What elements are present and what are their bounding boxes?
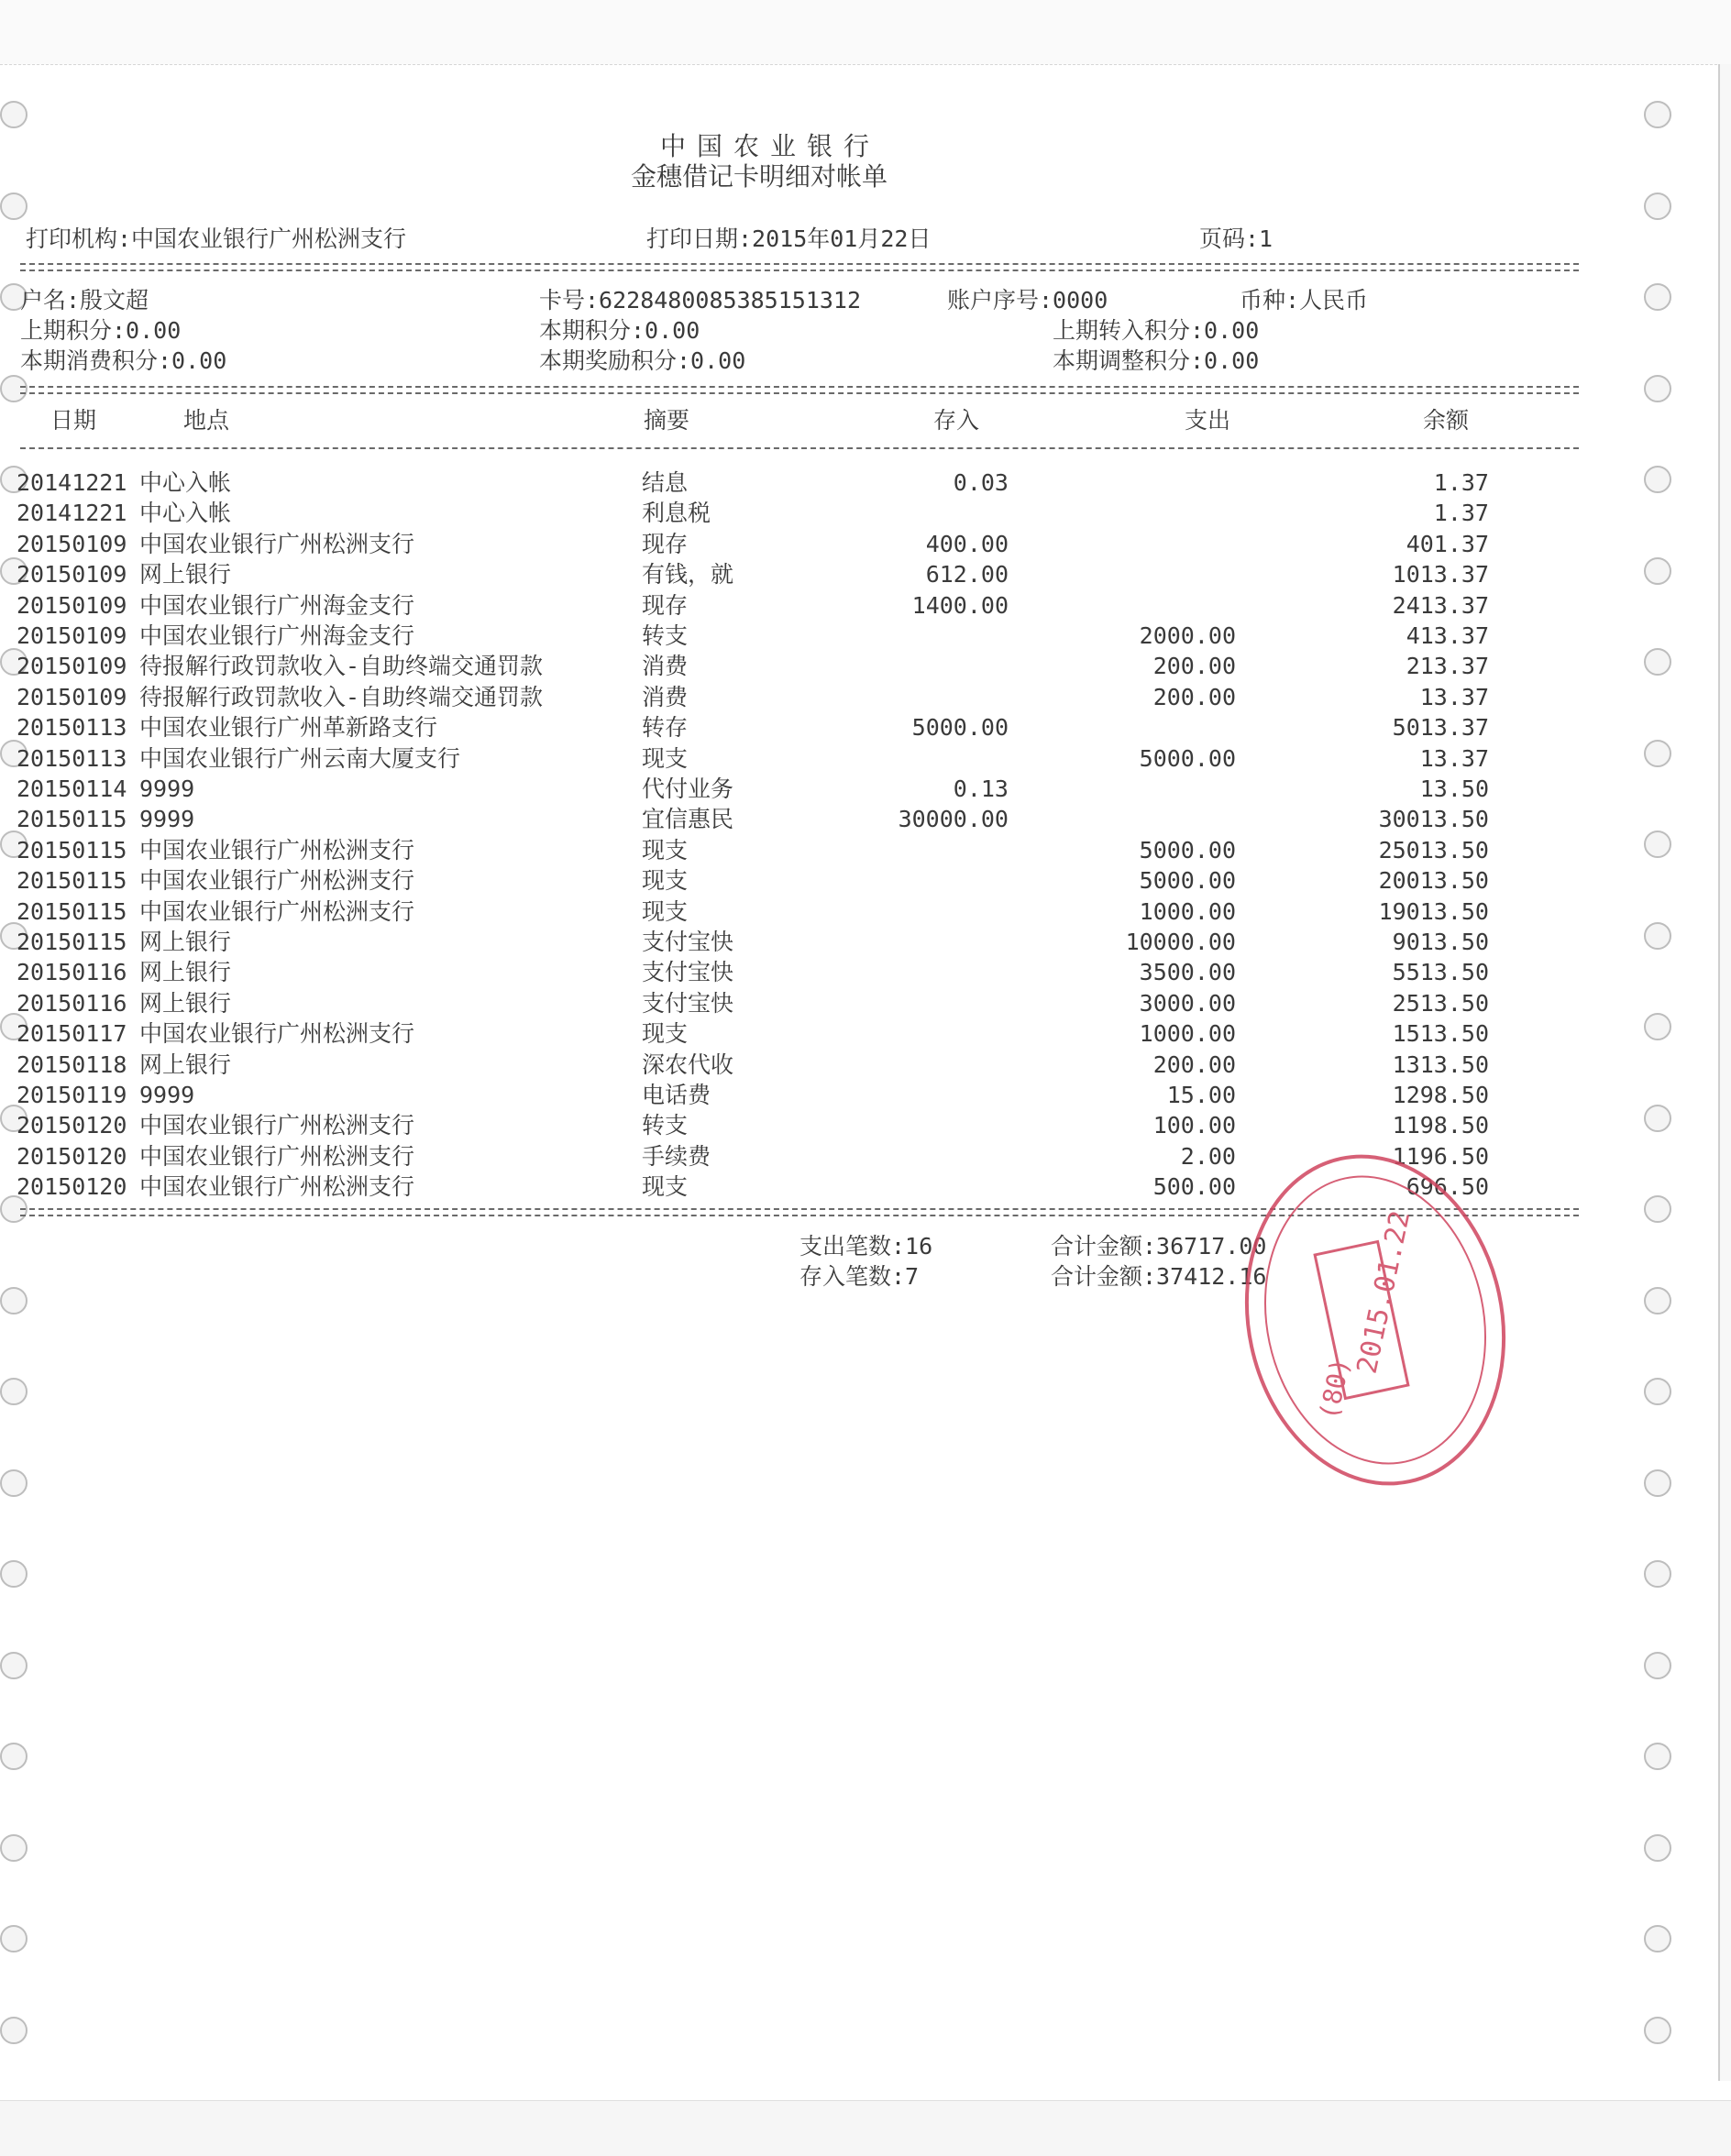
tx-summary: 现存 [642,591,689,619]
table-row [0,988,1595,1018]
tx-date: 20150115 [17,929,127,955]
tractor-hole [1644,830,1671,858]
tractor-hole [1644,1287,1671,1314]
tx-balance: 213.37 [1406,653,1489,680]
tractor-hole [1644,2017,1671,2044]
tractor-hole [0,1652,28,1679]
table-row [0,835,1595,865]
tractor-hole [1644,466,1671,493]
tx-balance: 1013.37 [1392,561,1489,588]
table-row [0,774,1595,804]
tx-summary: 现支 [642,1173,689,1201]
tractor-hole [0,1834,28,1862]
tx-withdraw: 200.00 [1152,683,1236,710]
tx-summary: 现支 [642,836,689,864]
table-row [0,529,1595,559]
tx-summary: 消费 [642,683,689,710]
tx-date: 20150109 [17,683,127,710]
tx-withdraw: 5000.00 [1139,836,1236,864]
tx-date: 20150119 [17,1082,127,1108]
tx-deposit: 0.13 [953,776,1009,802]
tx-date: 20141221 [17,469,127,496]
tx-date: 20150109 [17,591,127,619]
tx-place: 中国农业银行广州松洲支行 [139,1142,415,1170]
tractor-hole [0,2017,28,2044]
tractor-hole [1644,1378,1671,1405]
tx-date: 20150115 [17,836,127,864]
tx-date: 20150109 [17,530,127,557]
tx-summary: 转支 [642,622,689,649]
table-row [0,712,1595,742]
tx-balance: 401.37 [1406,530,1489,557]
tx-place: 9999 [139,1082,195,1108]
column-balance: 余额 [1423,407,1470,434]
print-org: 打印机构:中国农业银行广州松洲支行 [26,226,407,252]
tx-summary: 支付宝快 [642,929,734,955]
tx-balance: 1298.50 [1392,1082,1489,1108]
tx-place: 网上银行 [139,561,232,588]
table-row [0,957,1595,987]
tx-place: 中国农业银行广州革新路支行 [139,714,438,742]
tx-balance: 19013.50 [1378,897,1489,925]
tx-withdraw: 1000.00 [1139,1020,1236,1048]
tx-place: 待报解行政罚款收入-自助终端交通罚款 [139,683,544,710]
table-row [0,1050,1595,1080]
tractor-hole [0,101,28,128]
tx-summary: 现支 [642,897,689,925]
tx-withdraw: 10000.00 [1125,929,1236,955]
tx-place: 中国农业银行广州松洲支行 [139,1020,415,1048]
tractor-hole [0,192,28,220]
tx-withdraw: 100.00 [1152,1112,1236,1139]
column-place: 地点 [183,407,230,434]
tx-withdraw: 2.00 [1180,1142,1236,1170]
tx-deposit: 5000.00 [911,714,1009,742]
tx-summary: 现支 [642,744,689,772]
tx-place: 中国农业银行广州松洲支行 [139,897,415,925]
column-deposit: 存入 [933,407,980,434]
reward-points: 本期奖励积分:0.00 [539,347,746,374]
tractor-hole [1644,192,1671,220]
table-row [0,1110,1595,1140]
double-divider [20,263,1579,271]
tx-deposit: 30000.00 [898,806,1009,833]
paper-bottom-edge [0,2100,1731,2156]
tx-date: 20150116 [17,989,127,1017]
tx-place: 中国农业银行广州松洲支行 [139,836,415,864]
table-row [0,468,1595,498]
tx-summary: 利息税 [642,500,711,527]
tx-place: 9999 [139,776,195,802]
tx-place: 待报解行政罚款收入-自助终端交通罚款 [139,653,544,680]
tx-balance: 5513.50 [1392,959,1489,986]
tx-deposit: 612.00 [925,561,1009,588]
tx-summary: 结息 [642,469,689,496]
tx-summary: 宜信惠民 [642,806,734,833]
column-date: 日期 [50,407,97,434]
tx-balance: 25013.50 [1378,836,1489,864]
tx-balance: 13.37 [1419,683,1489,710]
tx-summary: 现存 [642,530,689,557]
prev-transfer-points: 上期转入积分:0.00 [1053,317,1260,344]
tx-balance: 696.50 [1406,1173,1489,1201]
tx-summary: 手续费 [642,1142,711,1170]
adjust-points: 本期调整积分:0.00 [1053,347,1260,374]
tx-balance: 1313.50 [1392,1050,1489,1078]
table-row [0,1018,1595,1049]
tractor-hole [1644,1560,1671,1588]
deposit-count: 存入笔数:7 [799,1263,920,1290]
seal-code: (80) [1313,1355,1356,1423]
tx-withdraw: 1000.00 [1139,897,1236,925]
tx-balance: 13.50 [1419,776,1489,802]
tractor-hole [0,1378,28,1405]
single-divider [20,447,1579,449]
tx-balance: 2413.37 [1392,591,1489,619]
tx-summary: 深农代收 [642,1050,734,1078]
tx-date: 20150117 [17,1020,127,1048]
account-sequence: 账户序号:0000 [947,287,1108,314]
withdraw-count: 支出笔数:16 [799,1233,933,1260]
table-row [0,651,1595,681]
table-row [0,804,1595,834]
tx-withdraw: 5000.00 [1139,867,1236,895]
tx-balance: 1.37 [1433,500,1489,527]
tx-balance: 30013.50 [1378,806,1489,833]
card-number: 卡号:6228480085385151312 [539,287,862,314]
tractor-hole [1644,1652,1671,1679]
tx-date: 20150113 [17,714,127,742]
tx-place: 中心入帐 [139,500,232,527]
tx-balance: 1513.50 [1392,1020,1489,1048]
tractor-hole [1644,283,1671,311]
tx-place: 9999 [139,806,195,833]
consume-points: 本期消费积分:0.00 [20,347,227,374]
column-withdraw: 支出 [1185,407,1231,434]
tx-date: 20150115 [17,867,127,895]
tx-withdraw: 15.00 [1166,1082,1236,1108]
tx-date: 20150109 [17,653,127,680]
tx-summary: 现支 [642,867,689,895]
table-row [0,743,1595,774]
tx-summary: 现支 [642,1020,689,1048]
tx-balance: 20013.50 [1378,867,1489,895]
perforated-top-strip [0,0,1731,65]
tx-place: 中国农业银行广州海金支行 [139,591,415,619]
tx-date: 20150120 [17,1173,127,1201]
tx-summary: 代付业务 [642,776,734,802]
tractor-hole [1644,101,1671,128]
tx-place: 网上银行 [139,1050,232,1078]
tractor-hole [0,1469,28,1497]
tx-date: 20150120 [17,1142,127,1170]
column-summary: 摘要 [644,407,690,434]
tractor-hole [0,1743,28,1770]
table-row [0,927,1595,957]
tx-deposit: 1400.00 [911,591,1009,619]
bank-seal-stamp [1238,1146,1513,1494]
tractor-hole [1644,1195,1671,1223]
tx-balance: 2513.50 [1392,989,1489,1017]
tx-place: 中国农业银行广州松洲支行 [139,1173,415,1201]
tx-summary: 转存 [642,714,689,742]
table-row [0,590,1595,621]
tractor-hole [1644,1469,1671,1497]
prev-points: 上期积分:0.00 [20,317,182,344]
tx-place: 中国农业银行广州海金支行 [139,622,415,649]
table-row [0,865,1595,896]
document-title: 金穗借记卡明细对帐单 [631,161,888,192]
tractor-hole [0,1560,28,1588]
tx-place: 中国农业银行广州松洲支行 [139,867,415,895]
bank-name: 中国农业银行 [660,131,881,161]
table-row [0,682,1595,712]
deposit-total: 合计金额:37412.16 [1051,1263,1267,1290]
tx-date: 20150115 [17,806,127,833]
tx-summary: 支付宝快 [642,959,734,986]
tx-balance: 5013.37 [1392,714,1489,742]
tx-summary: 支付宝快 [642,989,734,1017]
tx-place: 网上银行 [139,989,232,1017]
tx-withdraw: 3500.00 [1139,959,1236,986]
tx-place: 中国农业银行广州松洲支行 [139,530,415,557]
tx-balance: 13.37 [1419,744,1489,772]
tx-date: 20150118 [17,1050,127,1078]
tx-balance: 9013.50 [1392,929,1489,955]
right-tractor-holes [1644,101,1681,2081]
print-date: 打印日期:2015年01月22日 [646,226,932,252]
tx-place: 网上银行 [139,959,232,986]
tx-balance: 413.37 [1406,622,1489,649]
table-row [0,896,1595,927]
tx-date: 20150109 [17,622,127,649]
tractor-hole [1644,1105,1671,1132]
currency: 币种:人民币 [1240,287,1369,314]
tractor-hole [1644,1834,1671,1862]
tx-balance: 1196.50 [1392,1142,1489,1170]
table-row [0,559,1595,589]
tractor-hole [1644,375,1671,402]
seal-date: 2015.01.22 [1351,1207,1417,1377]
tx-date: 20150115 [17,897,127,925]
tx-summary: 转支 [642,1112,689,1139]
tx-place: 网上银行 [139,929,232,955]
tractor-hole [0,1287,28,1314]
tractor-hole [0,1925,28,1952]
table-row [0,1080,1595,1110]
tx-date: 20150109 [17,561,127,588]
tx-withdraw: 500.00 [1152,1173,1236,1201]
tractor-hole [1644,1013,1671,1040]
account-name: 户名:殷文超 [20,287,149,314]
current-points: 本期积分:0.00 [539,317,700,344]
tx-place: 中心入帐 [139,469,232,496]
tx-balance: 1.37 [1433,469,1489,496]
tx-withdraw: 200.00 [1152,653,1236,680]
tx-withdraw: 2000.00 [1139,622,1236,649]
tx-deposit: 400.00 [925,530,1009,557]
tx-balance: 1198.50 [1392,1112,1489,1139]
tx-place: 中国农业银行广州松洲支行 [139,1112,415,1139]
tractor-hole [1644,648,1671,676]
tx-summary: 电话费 [642,1082,711,1108]
tx-date: 20150120 [17,1112,127,1139]
paper-right-edge [1718,64,1731,2081]
tractor-hole [1644,557,1671,585]
table-row [0,498,1595,528]
tx-withdraw: 3000.00 [1139,989,1236,1017]
double-divider [20,386,1579,394]
tx-summary: 有钱，就 [642,561,734,588]
tractor-hole [1644,1925,1671,1952]
tractor-hole [1644,740,1671,767]
tx-date: 20141221 [17,500,127,527]
tx-date: 20150114 [17,776,127,802]
tx-date: 20150113 [17,744,127,772]
tractor-hole [1644,1743,1671,1770]
withdraw-total: 合计金额:36717.00 [1051,1233,1267,1260]
tx-date: 20150116 [17,959,127,986]
tx-withdraw: 200.00 [1152,1050,1236,1078]
tx-withdraw: 5000.00 [1139,744,1236,772]
tx-deposit: 0.03 [953,469,1009,496]
page-number: 页码:1 [1199,226,1273,252]
table-row [0,621,1595,651]
tx-summary: 消费 [642,653,689,680]
tractor-hole [1644,922,1671,950]
tx-place: 中国农业银行广州云南大厦支行 [139,744,461,772]
